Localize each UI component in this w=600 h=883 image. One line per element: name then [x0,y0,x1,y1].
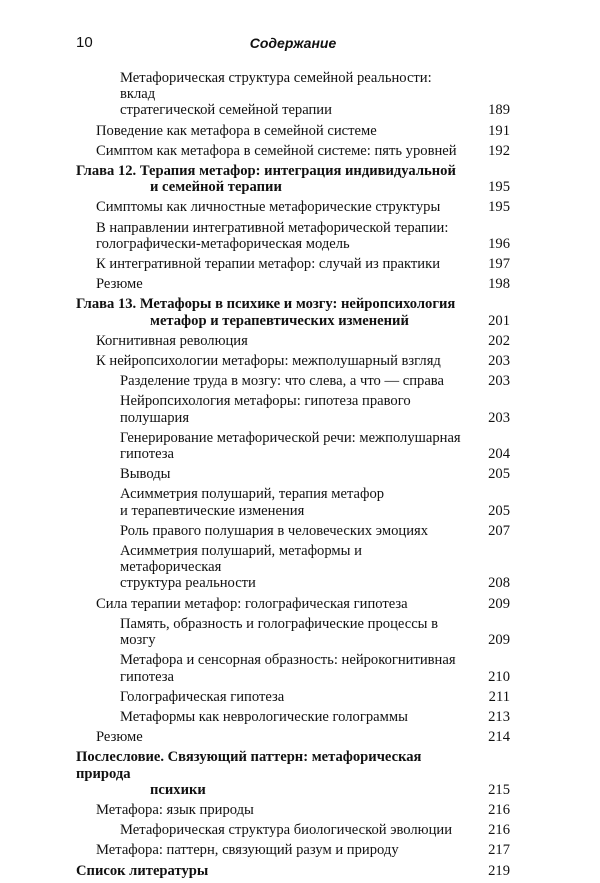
toc-page-number: 219 [488,862,510,879]
toc-entry [76,430,510,462]
toc-entry-title [96,729,143,745]
toc-entry-title [120,430,466,462]
toc-entry [76,486,510,518]
toc-entry-title-line: Послесловие. Связующий паттерн: метафорическая природа [76,749,422,782]
toc-entry [76,353,510,369]
toc-entry-title-continuation: голографически-метафорическая модель [96,235,350,252]
toc-entry [76,822,510,838]
toc-entry-title-line: Роль правого полушария в человеческих эмоциях [120,522,429,539]
toc-entry [76,689,510,705]
toc-entry-title-line: Сила терапии метафор: голографическая гипотеза [96,595,408,612]
toc-entry-title-line: Выводы [120,466,171,483]
toc-entry-title-line: Глава 12. Терапия метафор: интеграция индивидуальной [76,163,456,180]
toc-entry-title [76,163,466,195]
toc-entry-title-line: Резюме [96,276,143,293]
toc-page-number: 203 [488,373,510,390]
toc-page-number: 214 [488,729,510,746]
toc-entry-title [76,749,466,798]
toc-page-number: 209 [488,595,510,612]
toc-entry-title-line: Разделение труда в мозгу: что слева, а что — справа [120,373,444,390]
running-head: Содержание [249,35,337,51]
toc-entry [76,729,510,745]
toc-entry-title-continuation: стратегической семейной терапии [120,102,332,119]
toc-entry-title-line: Генерирование метафорической речи: межполушарная [120,429,461,446]
toc-entry-title [76,863,208,879]
toc-entry-title [120,652,466,684]
toc-entry-title [120,466,170,482]
toc-page-number: 192 [488,142,510,159]
toc-entry-title-line: Метафора: паттерн, связующий разум и природу [96,842,399,859]
toc-entry [76,652,510,684]
toc-entry-title-line: Метаформы как неврологические голограммы [120,708,408,725]
toc-entry-title-line: В направлении интегративной метафорической терапии: [96,219,449,236]
toc-page-number: 202 [488,332,510,349]
toc-entry-title-continuation: гипотеза [120,446,174,463]
toc-entry-title [96,256,440,272]
toc-entry-title-line: Когнитивная революция [96,332,248,349]
toc-page-number: 203 [488,409,510,426]
toc-entry [76,802,510,818]
toc-entry-title [120,822,452,838]
toc-entry-title-line: Память, образность и голографические процессы в мозгу [120,615,439,649]
toc-entry [76,143,510,159]
toc-entry-title-continuation: и семейной терапии [150,179,282,196]
toc-entry-title [76,296,466,328]
toc-entry-title [96,276,143,292]
toc-entry-title-line: Список литературы [76,862,209,879]
toc-entry-title-line: Симптом как метафора в семейной системе: пять уровней [96,142,457,159]
toc-entry-title-line: Поведение как метафора в семейной системе [96,122,377,139]
table-of-contents [76,70,510,883]
toc-entry-title-line: Нейропсихология метафоры: гипотеза правого полушария [120,393,411,426]
toc-entry-title-line: Метафорическая структура семейной реальности: вклад [120,70,432,103]
toc-entry-title-continuation: метафор и терапевтических изменений [150,312,409,329]
toc-entry-title [96,220,466,252]
toc-entry-title [96,596,408,612]
toc-entry [76,373,510,389]
toc-page-number: 205 [488,466,510,483]
toc-entry [76,523,510,539]
toc-chapter-entry [76,163,510,195]
toc-entry [76,842,510,858]
toc-page-number: 205 [488,502,510,519]
toc-page-number: 207 [488,522,510,539]
toc-entry-title [96,353,441,369]
toc-entry-title [120,523,428,539]
toc-entry [76,123,510,139]
toc-entry-title [96,333,248,349]
toc-entry-title-line: Симптомы как личностные метафорические структуры [96,199,441,216]
toc-entry [76,543,510,592]
toc-entry [76,616,510,648]
toc-entry-title [96,802,254,818]
toc-entry [76,220,510,252]
toc-entry-title [96,842,399,858]
toc-entry-title [120,616,438,648]
toc-entry [76,596,510,612]
toc-page-number: 208 [488,575,510,592]
toc-entry-title-continuation: и терапевтические изменения [120,502,305,519]
page-number: 10 [76,34,93,51]
toc-entry-title [120,689,284,705]
toc-entry-title [120,709,408,725]
toc-page-number: 217 [488,842,510,859]
toc-entry-title [120,543,466,592]
toc-entry-title-line: Метафора: язык природы [96,801,254,818]
toc-entry-title-continuation: структура реальности [120,575,256,592]
toc-page-number: 201 [488,312,510,329]
toc-chapter-entry [76,296,510,328]
toc-entry [76,466,510,482]
toc-page-number: 197 [488,256,510,273]
toc-page-number: 216 [488,822,510,839]
toc-entry-title-line: Глава 13. Метафоры в психике и мозгу: нейропсихология [76,296,456,313]
toc-entry-title [120,486,466,518]
toc-entry-title [96,199,440,215]
toc-chapter-entry [76,863,510,879]
toc-page-number: 195 [488,179,510,196]
toc-entry-title [120,70,466,119]
toc-page-number: 203 [488,353,510,370]
toc-page-number: 213 [488,708,510,725]
page-header [76,34,510,56]
toc-page-number: 198 [488,276,510,293]
toc-entry-title [120,373,444,389]
toc-entry [76,199,510,215]
toc-entry [76,70,510,119]
toc-entry-title-line: Метафора и сенсорная образность: нейрокогнитивная [120,652,456,669]
toc-page-number: 211 [488,688,510,705]
toc-entry [76,256,510,272]
toc-page-number: 204 [488,446,510,463]
toc-page-number: 215 [488,781,510,798]
toc-entry [76,333,510,349]
toc-entry-title-line: Метафорическая структура биологической эволюции [120,822,453,839]
toc-page-number: 196 [488,235,510,252]
toc-entry-title [96,143,457,159]
toc-page-number: 195 [488,199,510,216]
toc-entry [76,393,510,425]
toc-page-number: 189 [488,102,510,119]
toc-entry-title-line: Асимметрия полушарий, метаформы и метафорическая [120,543,362,576]
toc-entry [76,709,510,725]
toc-page-number: 191 [488,122,510,139]
toc-entry-title [96,123,377,139]
toc-entry [76,276,510,292]
toc-entry-title-line: К нейропсихологии метафоры: межполушарный взгляд [96,353,441,370]
toc-page-number: 210 [488,668,510,685]
toc-entry-title [120,393,411,425]
toc-entry-title-line: Голографическая гипотеза [120,688,285,705]
toc-entry-title-line: К интегративной терапии метафор: случай из практики [96,256,441,273]
toc-entry-title-continuation: психики [150,781,206,798]
toc-page-number: 209 [488,632,510,649]
toc-chapter-entry [76,749,510,798]
toc-page-number: 216 [488,801,510,818]
toc-entry-title-line: Асимметрия полушарий, терапия метафор [120,486,385,503]
toc-entry-title-line: Резюме [96,729,143,746]
toc-entry-title-continuation: гипотеза [120,668,174,685]
